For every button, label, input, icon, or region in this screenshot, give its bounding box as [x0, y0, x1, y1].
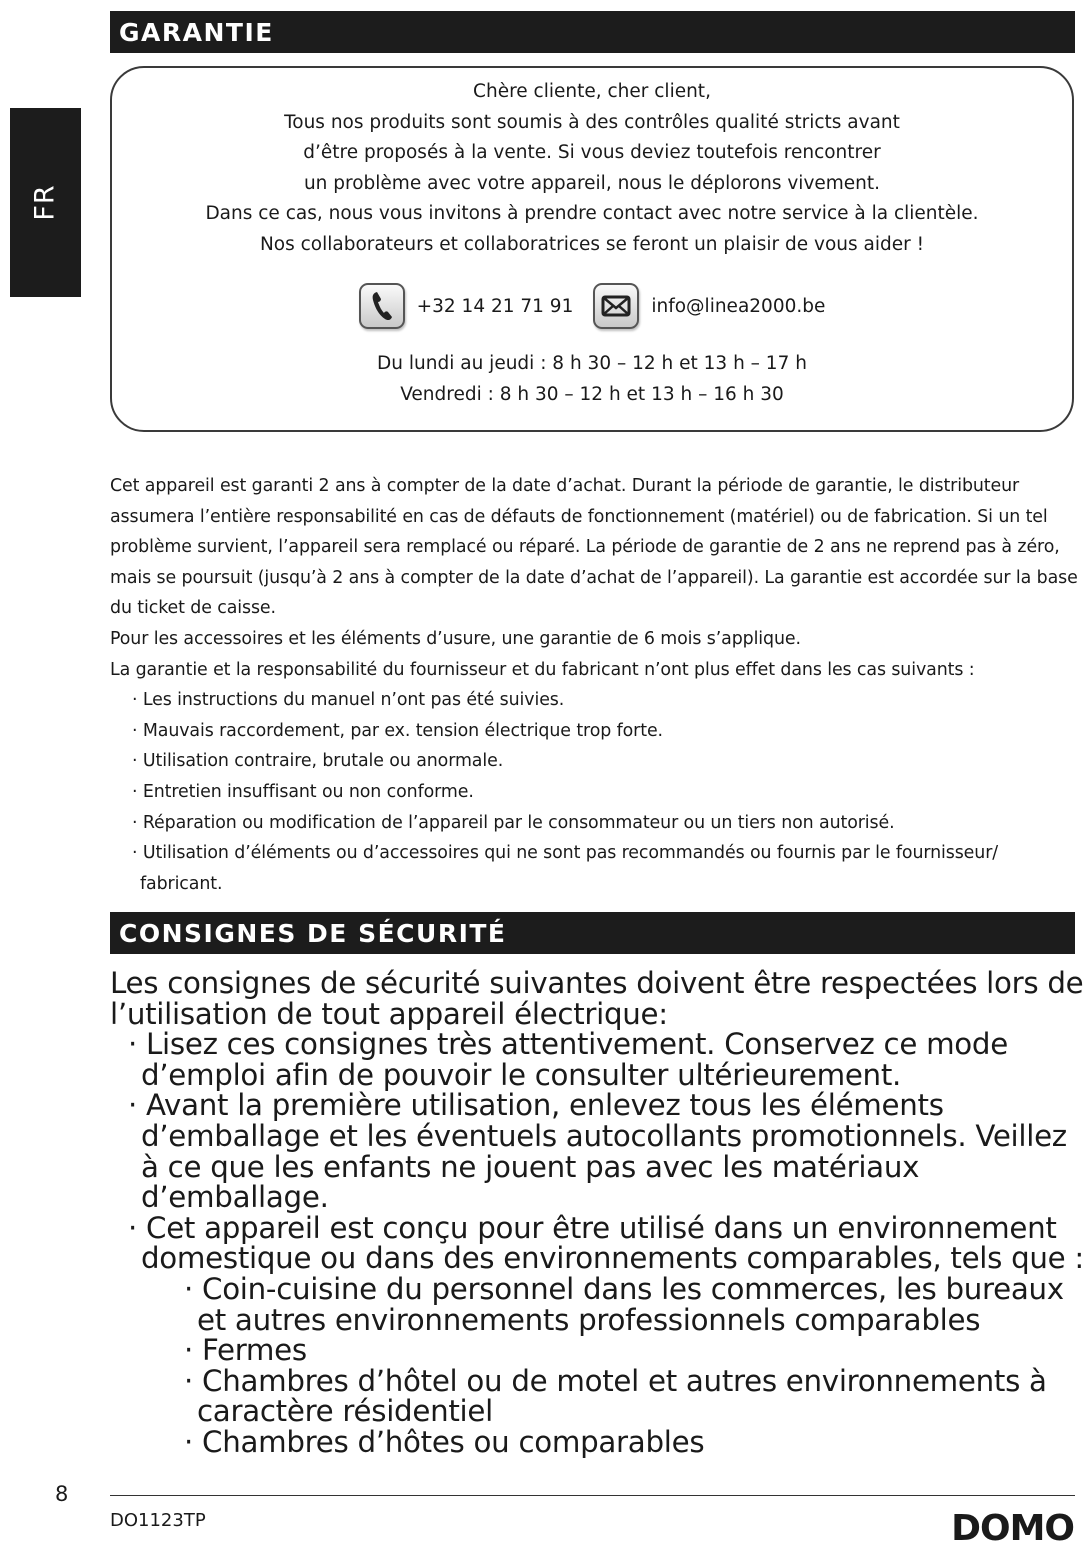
sub-list-item: · Coin-cuisine du personnel dans les commerces, les bureaux et autres environnements professionnels comparables: [110, 1274, 1085, 1335]
paragraph: La garantie et la responsabilité du fournisseur et du fabricant n’ont plus effet dans les cas suivants :: [110, 659, 975, 680]
message-line: un problème avec votre appareil, nous le déplorons vivement.: [303, 172, 881, 194]
email-address[interactable]: info@linea2000.be: [651, 295, 826, 317]
list-item: · Avant la première utilisation, enlevez tous les éléments d’emballage et les éventuels autocollants promotionnels. Veillez à ce que les enfants ne jouent pas avec les matériaux d’emballage.: [110, 1090, 1085, 1212]
phone-number[interactable]: +32 14 21 71 91: [416, 295, 574, 317]
warranty-terms: [110, 471, 1082, 899]
message-line: Nos collaborateurs et collaboratrices se feront un plaisir de vous aider !: [259, 233, 925, 255]
contact-row: [112, 280, 1072, 332]
customer-service-box: [110, 66, 1074, 432]
section-title-garantie: GARANTIE: [110, 11, 1075, 53]
list-item: · Mauvais raccordement, par ex. tension électrique trop forte.: [110, 716, 1082, 747]
message-line: Tous nos produits sont soumis à des contrôles qualité stricts avant: [284, 111, 900, 133]
message-line: Dans ce cas, nous vous invitons à prendre contact avec notre service à la clientèle.: [205, 203, 979, 225]
section-title-safety: CONSIGNES DE SÉCURITÉ: [110, 912, 1075, 954]
list-item: · Lisez ces consignes très attentivement. Conservez ce mode d’emploi afin de pouvoir le consulter ultérieurement.: [110, 1029, 1085, 1090]
language-tab: [10, 108, 81, 297]
exclusion-list: [110, 685, 1082, 899]
safety-list: [110, 1029, 1085, 1457]
safety-intro: Les consignes de sécurité suivantes doivent être respectées lors de l’utilisation de tout appareil électrique:: [110, 966, 1084, 1031]
sub-list-item: · Fermes: [110, 1335, 1085, 1366]
opening-hours: [112, 349, 1072, 410]
environment-list: [110, 1271, 1085, 1459]
phone-icon: [359, 283, 405, 329]
list-item: · Utilisation contraire, brutale ou anormale.: [110, 746, 1082, 777]
sub-list-item: · Chambres d’hôtes ou comparables: [110, 1427, 1085, 1458]
paragraph: Pour les accessoires et les éléments d’usure, une garantie de 6 mois s’applique.: [110, 628, 801, 649]
list-item-text: Cet appareil est conçu pour être utilisé dans un environnement domestique ou dans des environnements comparables, tels que :: [141, 1210, 1084, 1276]
brand-logo: DOMO: [951, 1508, 1074, 1549]
list-item: · Réparation ou modification de l’appareil par le consommateur ou un tiers non autorisé.: [110, 808, 1082, 839]
language-label: FR: [29, 184, 61, 221]
paragraph: Cet appareil est garanti 2 ans à compter de la date d’achat. Durant la période de garantie, le distributeur assumera l’entière responsabilité en cas de défauts de fonctionnement (matériel) ou de fabrication. Si un tel problème survient, l’appareil sera remplacé ou réparé. La période de garantie de 2 ans ne reprend pas à zéro, mais se poursuit (jusqu’à 2 ans à compter de la date d’achat de l’appareil). La garantie est accordée sur la base du ticket de caisse.: [110, 476, 1078, 619]
list-item: [110, 1210, 1085, 1459]
footer-divider: [110, 1495, 1075, 1496]
safety-instructions: [110, 968, 1085, 1458]
list-item: · Utilisation d’éléments ou d’accessoires qui ne sont pas recommandés ou fournis par le fournisseur/ fabricant.: [110, 838, 1082, 899]
contact-message: [112, 77, 1072, 261]
hours-line: Vendredi : 8 h 30 – 12 h et 13 h – 16 h 30: [400, 383, 784, 405]
message-line: d’être proposés à la vente. Si vous deviez toutefois rencontrer: [303, 142, 881, 164]
list-item: · Entretien insuffisant ou non conforme.: [110, 777, 1082, 808]
email-icon: [593, 283, 639, 329]
hours-line: Du lundi au jeudi : 8 h 30 – 12 h et 13 h – 17 h: [377, 353, 807, 374]
model-number: DO1123TP: [110, 1510, 206, 1531]
page-number: 8: [55, 1482, 69, 1506]
sub-list-item: · Chambres d’hôtel ou de motel et autres environnements à caractère résidentiel: [110, 1366, 1085, 1427]
list-item: · Les instructions du manuel n’ont pas été suivies.: [110, 685, 1082, 716]
message-line: Chère cliente, cher client,: [473, 81, 711, 102]
